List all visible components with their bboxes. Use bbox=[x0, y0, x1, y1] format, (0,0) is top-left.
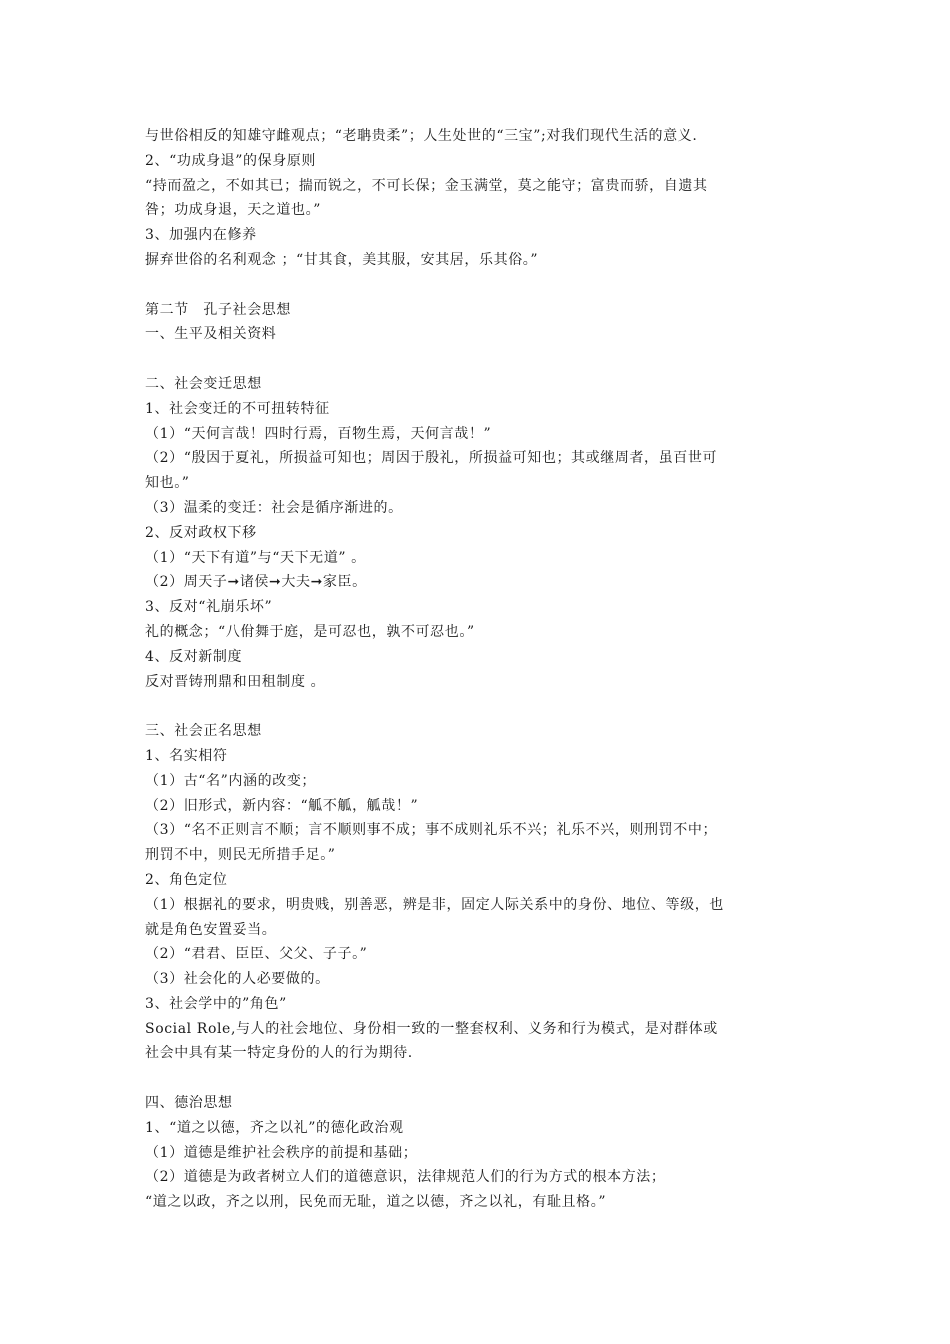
text-line: （2）道德是为政者树立人们的道德意识，法律规范人们的行为方式的根本方法； bbox=[145, 1169, 666, 1186]
blank-line bbox=[145, 273, 815, 298]
text-line: （1）古“名”内涵的改变； bbox=[145, 772, 317, 789]
blank-line bbox=[145, 694, 815, 719]
text-line: 3、反对“礼崩乐坏” bbox=[145, 599, 273, 616]
blank-line bbox=[145, 1066, 815, 1091]
text-line: （1）根据礼的要求，明贵贱，别善恶，辨是非，固定人际关系中的身份、地位、等级，也 bbox=[145, 896, 724, 913]
text-line: （2）周天子➞诸侯➞大夫➞家臣。 bbox=[145, 574, 367, 591]
text-line: （3）“名不正则言不顺；言不顺则事不成；事不成则礼乐不兴；礼乐不兴，则刑罚不中； bbox=[145, 822, 718, 839]
document-page bbox=[145, 124, 815, 1215]
text-line: 三、社会正名思想 bbox=[145, 723, 262, 740]
text-line: 一、生平及相关资料 bbox=[145, 326, 277, 343]
text-line: 就是角色安置妥当。 bbox=[145, 921, 277, 938]
text-line: （1）道德是维护社会秩序的前提和基础； bbox=[145, 1144, 418, 1161]
text-line: （1）“天下有道”与“天下无道” 。 bbox=[145, 549, 366, 566]
text-line: （2）“君君、臣臣、父父、子子。” bbox=[145, 946, 368, 963]
text-line: 咎；功成身退，天之道也。” bbox=[145, 202, 321, 219]
text-line: 1、“道之以德，齐之以礼”的德化政治观 bbox=[145, 1119, 404, 1136]
text-line: （2）旧形式，新内容：“觚不觚，觚哉！” bbox=[145, 797, 419, 814]
text-line: 1、社会变迁的不可扭转特征 bbox=[145, 400, 330, 417]
text-line: “道之以政，齐之以刑，民免而无耻，道之以德，齐之以礼，有耻且格。” bbox=[145, 1194, 607, 1211]
text-line: 反对晋铸刑鼎和田租制度 。 bbox=[145, 673, 326, 690]
text-line: 1、名实相符 bbox=[145, 747, 228, 764]
text-line: 四、德治思想 bbox=[145, 1095, 233, 1112]
text-line: 二、社会变迁思想 bbox=[145, 375, 262, 392]
text-line: 礼的概念；“八佾舞于庭，是可忍也，孰不可忍也。” bbox=[145, 623, 475, 640]
text-line: （3）温柔的变迁：社会是循序渐进的。 bbox=[145, 499, 403, 516]
text-line: 2、角色定位 bbox=[145, 871, 228, 888]
text-line: （2）“殷因于夏礼，所损益可知也；周因于殷礼，所损益可知也；其或继周者，虽百世可 bbox=[145, 450, 718, 467]
text-line: 第二节 孔子社会思想 bbox=[145, 301, 291, 318]
text-line: 社会中具有某一特定身份的人的行为期待. bbox=[145, 1045, 413, 1062]
text-line: 知也。” bbox=[145, 475, 190, 492]
text-line: （3）社会化的人必要做的。 bbox=[145, 971, 330, 988]
text-line: 3、社会学中的”角色” bbox=[145, 995, 287, 1012]
text-line: 刑罚不中，则民无所措手足。” bbox=[145, 847, 336, 864]
text-line: “持而盈之，不如其已；揣而锐之，不可长保；金玉满堂，莫之能守；富贵而骄，自遗其 bbox=[145, 177, 708, 194]
blank-line bbox=[145, 347, 815, 372]
text-line: （1）“天何言哉！四时行焉，百物生焉，天何言哉！” bbox=[145, 425, 492, 442]
text-line: Social Role,与人的社会地位、身份相一致的一整套权利、义务和行为模式，是对群体或 bbox=[145, 1020, 718, 1037]
text-line: 与世俗相反的知雄守雌观点；“老聃贵柔”；人生处世的“三宝”;对我们现代生活的意义. bbox=[145, 128, 698, 144]
text-line: 2、“功成身退”的保身原则 bbox=[145, 152, 317, 169]
text-line: 3、加强内在修养 bbox=[145, 227, 257, 244]
text-line: 4、反对新制度 bbox=[145, 648, 243, 665]
text-line: 摒弃世俗的名利观念 ；“甘其食，美其服，安其居，乐其俗。” bbox=[145, 251, 539, 268]
text-line: 2、反对政权下移 bbox=[145, 524, 257, 541]
